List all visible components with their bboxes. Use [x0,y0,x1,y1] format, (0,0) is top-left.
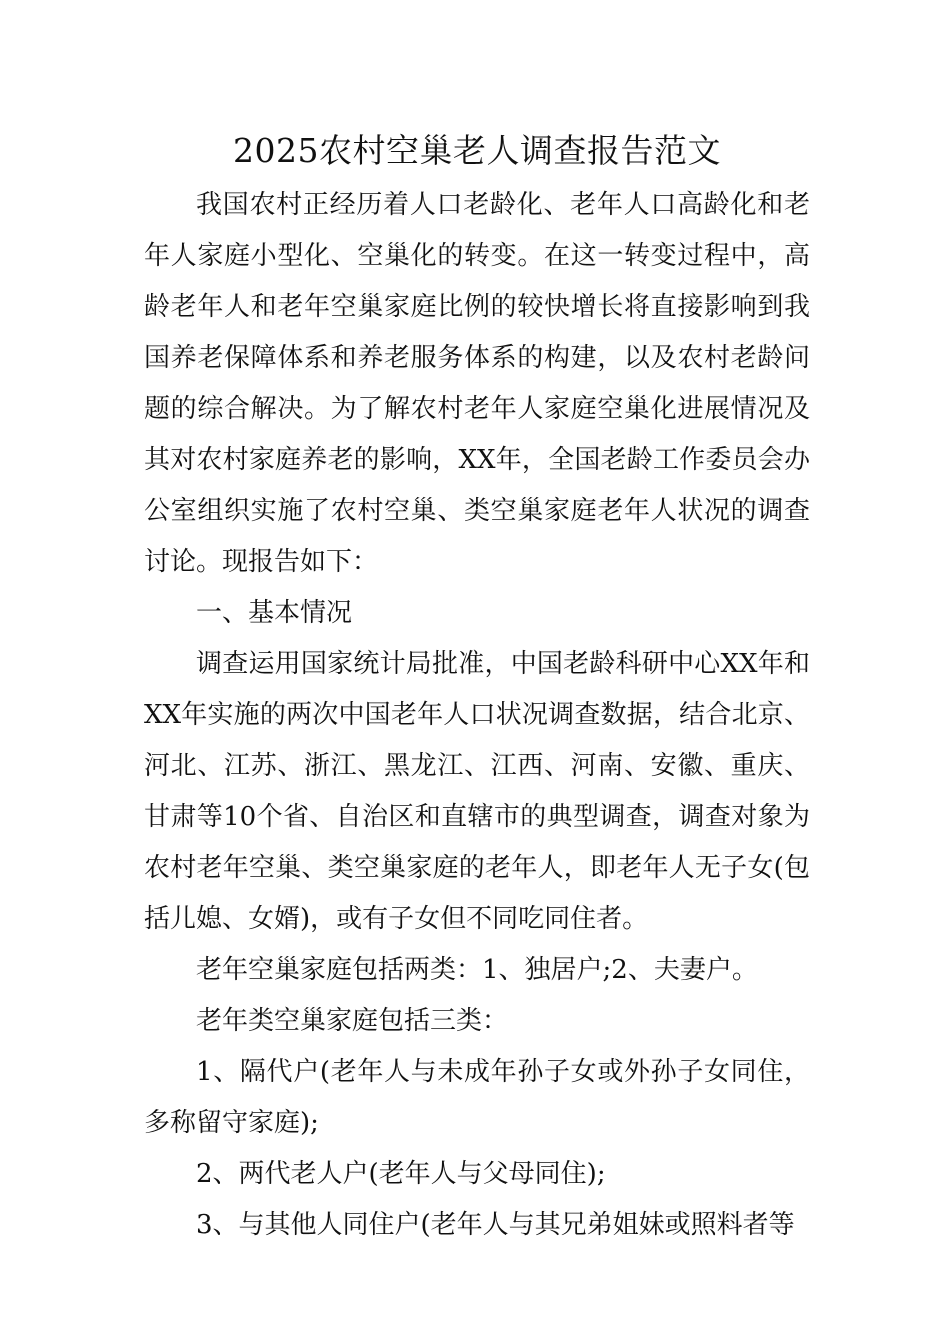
list-item-1: 1、隔代户(老年人与未成年孙子女或外孙子女同住，多称留守家庭); [144,1057,810,1138]
paragraph-survey-method: 调查运用国家统计局批准，中国老龄科研中心XX年和XX年实施的两次中国老年人口状况调查数据，结合北京、河北、江苏、浙江、黑龙江、江西、河南、安徽、重庆、甘肃等10个省、自治区和直辖市的典型调查，调查对象为农村老年空巢、类空巢家庭的老年人，即老年人无子女(包括儿媳、女婿)，或有子女但不同吃同住者。 [144,649,810,934]
list-item-3: 3、与其他人同住户(老年人与其兄弟姐妹或照料者等 [196,1210,795,1240]
section-heading-basic-situation: 一、基本情况 [196,598,353,628]
paragraph-quasi-empty-nest-types: 老年类空巢家庭包括三类： [196,1006,509,1036]
document-page [144,122,810,1251]
paragraph-intro: 我国农村正经历着人口老龄化、老年人口高龄化和老年人家庭小型化、空巢化的转变。在这一转变过程中，高龄老年人和老年空巢家庭比例的较快增长将直接影响到我国养老保障体系和养老服务体系的构建，以及农村老龄问题的综合解决。为了解农村老年人家庭空巢化进展情况及其对农村家庭养老的影响，XX年，全国老龄工作委员会办公室组织实施了农村空巢、类空巢家庭老年人状况的调查讨论。现报告如下： [144,190,810,577]
list-item-2: 2、两代老人户(老年人与父母同住); [196,1159,606,1189]
document-title: 2025农村空巢老人调查报告范文 [233,131,721,170]
paragraph-empty-nest-types: 老年空巢家庭包括两类：1、独居户;2、夫妻户。 [196,955,758,985]
